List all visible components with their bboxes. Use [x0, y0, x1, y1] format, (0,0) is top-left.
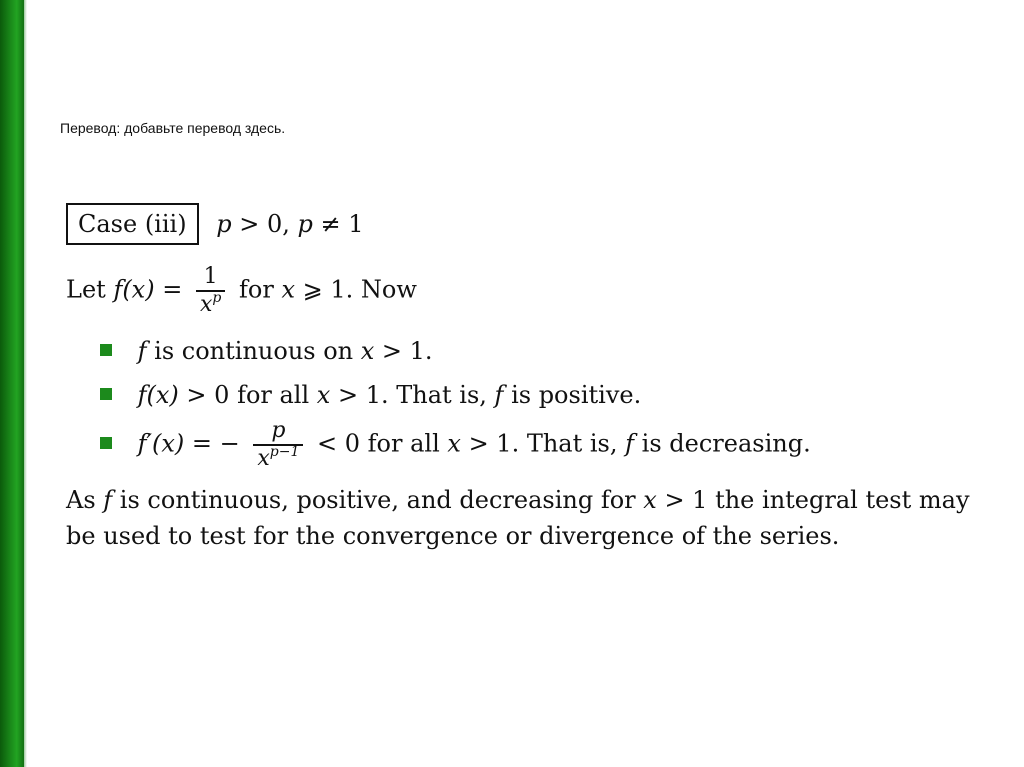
- bullet-1-f: f: [137, 337, 147, 365]
- conclusion-t3: > 1 the integral test may be used to test for the convergence or divergence of the series.: [66, 486, 970, 550]
- bullet-square-icon: [100, 344, 112, 356]
- bullet-1-end: > 1.: [374, 337, 433, 365]
- bullet-2-x: x: [316, 381, 331, 409]
- fraction-denominator: [196, 290, 225, 318]
- for-word: for: [239, 275, 274, 304]
- bullet-2-end: is positive.: [503, 381, 642, 409]
- bullet-3-eq: = −: [184, 429, 240, 458]
- case-line: [66, 203, 364, 245]
- bullet-2-f: f: [494, 381, 504, 409]
- case-cond-p: p: [216, 210, 232, 238]
- bullet-2-text: > 0 for all: [178, 381, 317, 409]
- bullet-square-icon: [100, 388, 112, 400]
- var-x: x: [281, 275, 296, 304]
- conclusion-x: x: [643, 486, 657, 514]
- bullet-3-x: x: [447, 429, 461, 458]
- bullet-2-mid: > 1. That is,: [330, 381, 495, 409]
- conclusion-t2: is continuous, positive, and decreasing for: [112, 486, 644, 514]
- bullet-3-mid: > 1. That is,: [460, 429, 626, 458]
- bullet-3-end: is decreasing.: [634, 429, 811, 458]
- bullet-positive: [100, 380, 641, 410]
- conclusion-paragraph: [66, 482, 986, 554]
- ge-one-now: ⩾ 1. Now: [302, 275, 417, 304]
- case-cond-gt: > 0,: [239, 210, 290, 238]
- fraction-one-over-xp: [196, 264, 225, 318]
- bullet-square-icon: [100, 437, 112, 449]
- den-base: x: [199, 292, 213, 317]
- equals-sign: =: [162, 275, 183, 304]
- case-cond-ne: ≠ 1: [320, 210, 364, 238]
- fraction-denominator: [253, 444, 303, 472]
- bullet-2-fx: f(x): [137, 381, 179, 409]
- fx: f(x): [113, 275, 155, 304]
- conclusion-t1: As: [66, 486, 104, 514]
- bullet-1-x: x: [360, 337, 375, 365]
- bullet-continuous: [100, 336, 433, 366]
- den-base: x: [257, 446, 270, 471]
- fraction-numerator: 1: [203, 264, 218, 289]
- translation-note: Перевод: добавьте перевод здесь.: [60, 120, 286, 136]
- fraction-numerator: p: [271, 418, 286, 443]
- fraction-p-over-xp-1: [253, 418, 303, 472]
- bullet-decreasing: [100, 418, 811, 472]
- den-exponent: p: [212, 290, 222, 306]
- conclusion-f: f: [103, 486, 113, 514]
- case-cond-p2: p: [297, 210, 313, 238]
- let-word: Let: [66, 275, 106, 304]
- bullet-3-f: f: [625, 429, 635, 458]
- bullet-1-text: is continuous on: [146, 337, 361, 365]
- bullet-3-fprime: f′(x): [137, 429, 185, 458]
- definition-line: [66, 264, 417, 318]
- bullet-3-text: < 0 for all: [317, 429, 448, 458]
- case-label-box: Case (iii): [66, 203, 199, 245]
- slide-left-accent-edge: [24, 0, 27, 767]
- den-exponent: p−1: [269, 444, 300, 460]
- slide-left-accent-bar: [0, 0, 24, 767]
